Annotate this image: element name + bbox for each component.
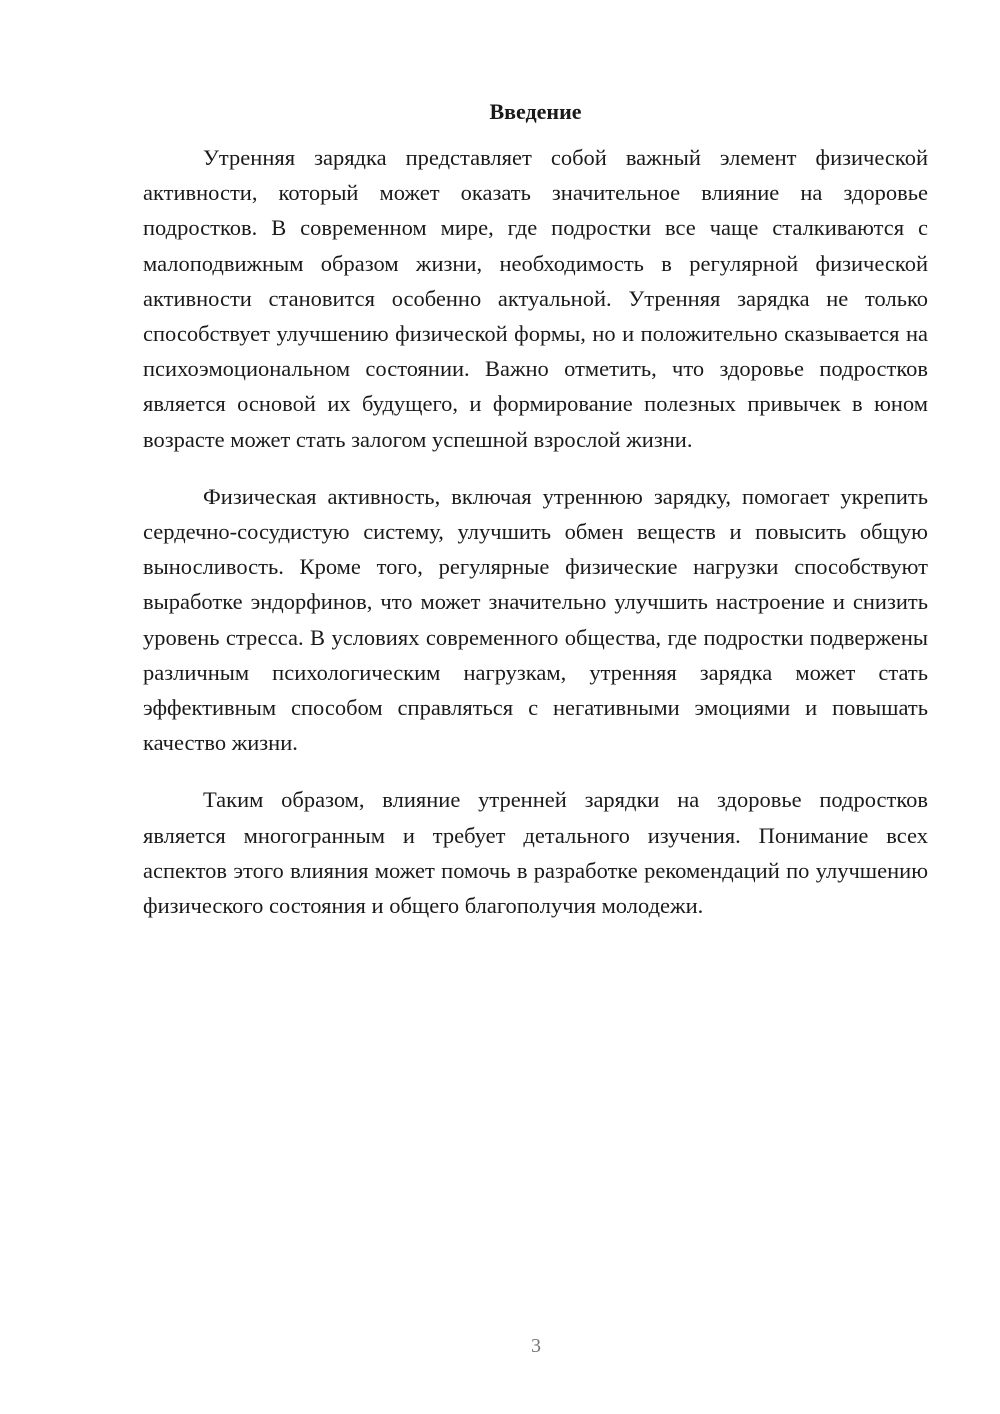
paragraph-2: Физическая активность, включая утреннюю зарядку, помогает укрепить сердечно-сосудистую систему, улучшить обмен веществ и повысить общую выносливость. Кроме того, регулярные физические нагрузки способствуют выработке эндорфинов, что может значительно улучшить настроение и снизить уровень стресса. В условиях современного общества, где подростки подвержены различным психологическим нагрузкам, утренняя зарядка может стать эффективным способом справляться с негативными эмоциями и повышать качество жизни. [143,483,928,756]
page-content [143,96,928,945]
section-heading: Введение [489,99,582,124]
page-number: 3 [531,1335,541,1357]
paragraph-1: Утренняя зарядка представляет собой важный элемент физической активности, который может оказать значительное влияние на здоровье подростков. В современном мире, где подростки все чаще сталкиваются с малоподвижным образом жизни, необходимость в регулярной физической активности становится особенно актуальной. Утренняя зарядка не только способствует улучшению физической формы, но и положительно сказывается на психоэмоциональном состоянии. Важно отметить, что здоровье подростков является основой их будущего, и формирование полезных привычек в юном возрасте может стать залогом успешной взрослой жизни. [143,145,928,452]
paragraph-3: Таким образом, влияние утренней зарядки на здоровье подростков является многогранным и требует детального изучения. Понимание всех аспектов этого влияния может помочь в разработке рекомендаций по улучшению физического состояния и общего благополучия молодежи. [143,787,928,919]
